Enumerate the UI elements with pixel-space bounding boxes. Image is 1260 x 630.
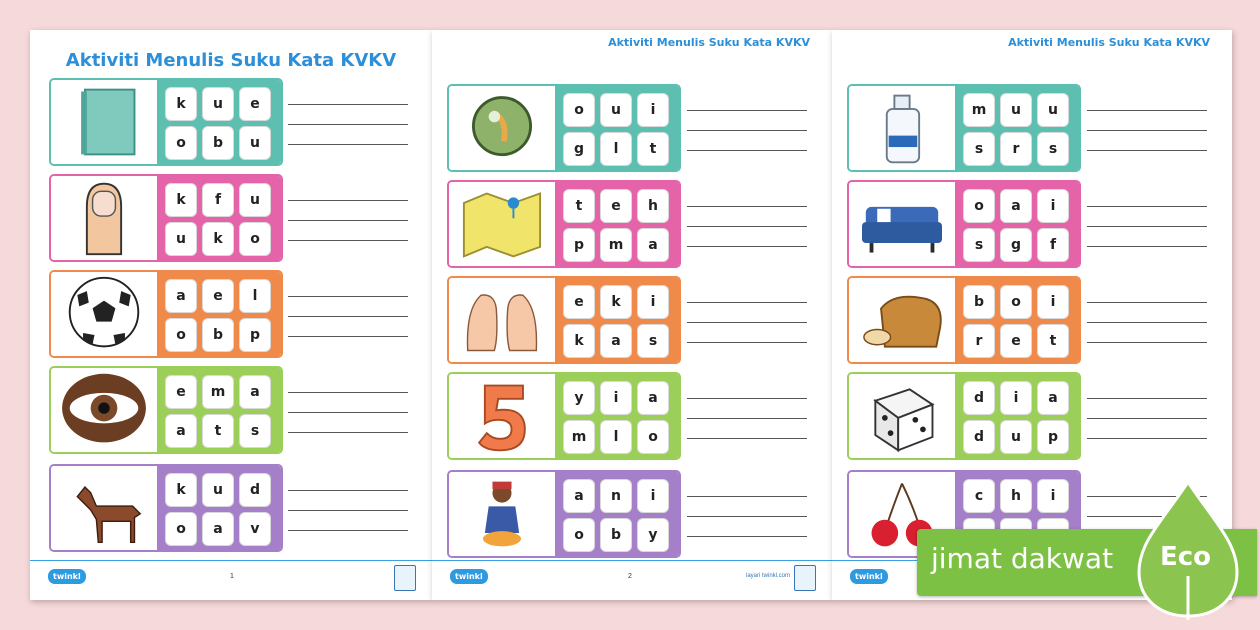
writing-line — [687, 516, 807, 517]
letter-tile: d — [963, 381, 995, 415]
writing-line — [288, 490, 408, 491]
thumb-icon — [56, 178, 152, 258]
letter-tile: i — [637, 285, 669, 319]
writing-line — [1087, 302, 1207, 303]
writing-line — [687, 302, 807, 303]
picture-box — [449, 182, 557, 266]
badge-icon — [794, 565, 816, 591]
writing-lines — [288, 104, 408, 164]
writing-lines — [288, 296, 408, 356]
worksheet-title: Aktiviti Menulis Suku Kata KVKV — [608, 36, 810, 49]
writing-line — [1087, 206, 1207, 207]
writing-line — [1087, 150, 1207, 151]
letter-tile: b — [600, 518, 632, 552]
letter-tile: e — [1000, 324, 1032, 358]
writing-line — [1087, 342, 1207, 343]
writing-lines — [288, 392, 408, 452]
letter-tile: e — [563, 285, 595, 319]
writing-lines — [1087, 398, 1207, 458]
writing-line — [288, 200, 408, 201]
writing-lines — [1087, 206, 1207, 266]
letter-tile: h — [1000, 479, 1032, 513]
letter-grid — [557, 86, 679, 170]
exercise-row — [447, 180, 681, 268]
horse-icon — [56, 468, 152, 548]
exercise-row — [447, 372, 681, 460]
page-footer — [432, 560, 832, 600]
exercise-row — [847, 84, 1081, 172]
letter-tile: u — [202, 87, 234, 121]
letter-tile: o — [239, 222, 271, 256]
writing-line — [1087, 398, 1207, 399]
bread-icon — [854, 280, 950, 360]
picture-box — [51, 272, 159, 356]
letter-tile: o — [165, 126, 197, 160]
letter-tile: y — [563, 381, 595, 415]
letter-grid — [957, 374, 1079, 458]
picture-box — [51, 176, 159, 260]
picture-box — [849, 278, 957, 362]
letter-tile: u — [202, 473, 234, 507]
writing-lines — [687, 302, 807, 362]
writing-line — [1087, 246, 1207, 247]
letter-tile: m — [563, 420, 595, 454]
writing-line — [1087, 438, 1207, 439]
letter-grid — [957, 182, 1079, 266]
football-icon — [56, 274, 152, 354]
letter-tile: a — [637, 381, 669, 415]
picture-box — [449, 472, 557, 556]
dice-icon — [854, 376, 950, 456]
writing-line — [288, 316, 408, 317]
exercise-row — [447, 276, 681, 364]
writing-line — [288, 432, 408, 433]
letter-tile: u — [1000, 420, 1032, 454]
letter-tile: m — [600, 228, 632, 262]
writing-line — [288, 530, 408, 531]
letter-tile: e — [239, 87, 271, 121]
writing-line — [687, 150, 807, 151]
letter-tile: a — [202, 512, 234, 546]
writing-line — [288, 124, 408, 125]
writing-line — [687, 342, 807, 343]
letter-tile: p — [239, 318, 271, 352]
letter-tile: p — [1037, 420, 1069, 454]
twinkl-logo: twinkl — [450, 569, 488, 584]
writing-line — [687, 322, 807, 323]
letter-tile: u — [1000, 93, 1032, 127]
writing-lines — [1087, 302, 1207, 362]
map-icon — [454, 184, 550, 264]
site-url: layari twinkl.com — [745, 573, 790, 579]
banner-text: jimat dakwat — [931, 542, 1114, 575]
writing-line — [687, 130, 807, 131]
book-icon — [56, 82, 152, 162]
page-number: 1 — [230, 573, 234, 580]
writing-lines — [1087, 110, 1207, 170]
letter-tile: i — [1037, 479, 1069, 513]
worksheet-page-2 — [432, 30, 832, 600]
doll-icon — [454, 474, 550, 554]
writing-line — [1087, 130, 1207, 131]
exercise-row — [447, 470, 681, 558]
letter-tile: s — [963, 132, 995, 166]
writing-line — [687, 206, 807, 207]
exercise-row — [847, 372, 1081, 460]
writing-line — [687, 536, 807, 537]
letter-tile: p — [563, 228, 595, 262]
letter-tile: t — [1037, 324, 1069, 358]
letter-tile: e — [600, 189, 632, 223]
picture-box — [849, 86, 957, 170]
letter-grid — [159, 272, 281, 356]
letter-grid — [557, 374, 679, 458]
writing-line — [288, 510, 408, 511]
letter-tile: l — [600, 420, 632, 454]
writing-line — [288, 104, 408, 105]
letter-tile: s — [637, 324, 669, 358]
letter-tile: k — [165, 473, 197, 507]
letter-grid — [957, 278, 1079, 362]
writing-line — [288, 336, 408, 337]
exercise-row — [49, 366, 283, 454]
letter-tile: r — [1000, 132, 1032, 166]
writing-line — [1087, 322, 1207, 323]
letter-tile: i — [637, 93, 669, 127]
letter-tile: o — [963, 189, 995, 223]
letter-tile: b — [202, 126, 234, 160]
exercise-row — [49, 270, 283, 358]
letter-tile: f — [202, 183, 234, 217]
writing-line — [288, 296, 408, 297]
letter-tile: n — [600, 479, 632, 513]
exercise-row — [847, 276, 1081, 364]
letter-tile: c — [963, 479, 995, 513]
writing-lines — [687, 496, 807, 556]
writing-line — [687, 496, 807, 497]
letter-tile: t — [202, 414, 234, 448]
writing-line — [288, 220, 408, 221]
letter-tile: g — [563, 132, 595, 166]
letter-grid — [557, 182, 679, 266]
letter-tile: m — [202, 375, 234, 409]
letter-tile: r — [963, 324, 995, 358]
twinkl-logo: twinkl — [850, 569, 888, 584]
letter-tile: f — [1037, 228, 1069, 262]
writing-lines — [687, 206, 807, 266]
letter-tile: v — [239, 512, 271, 546]
sofa-icon — [854, 184, 950, 264]
twinkl-logo: twinkl — [48, 569, 86, 584]
letter-tile: u — [239, 183, 271, 217]
worksheet-title: Aktiviti Menulis Suku Kata KVKV — [1008, 36, 1210, 49]
writing-line — [687, 110, 807, 111]
letter-tile: e — [202, 279, 234, 313]
letter-tile: l — [600, 132, 632, 166]
letter-tile: m — [963, 93, 995, 127]
letter-tile: a — [165, 279, 197, 313]
letter-tile: e — [165, 375, 197, 409]
writing-line — [288, 144, 408, 145]
number-five-icon — [454, 376, 550, 456]
exercise-row — [49, 174, 283, 262]
letter-tile: u — [1037, 93, 1069, 127]
letter-tile: g — [1000, 228, 1032, 262]
letter-tile: i — [637, 479, 669, 513]
letter-tile: u — [239, 126, 271, 160]
letter-grid — [159, 80, 281, 164]
letter-grid — [557, 472, 679, 556]
writing-line — [1087, 226, 1207, 227]
letter-grid — [159, 176, 281, 260]
writing-line — [687, 398, 807, 399]
picture-box — [849, 182, 957, 266]
letter-tile: a — [600, 324, 632, 358]
feet-icon — [454, 280, 550, 360]
letter-tile: y — [637, 518, 669, 552]
letter-tile: k — [600, 285, 632, 319]
letter-tile: o — [1000, 285, 1032, 319]
worksheet-page-1 — [30, 30, 432, 600]
letter-tile: a — [165, 414, 197, 448]
letter-tile: t — [637, 132, 669, 166]
writing-line — [687, 438, 807, 439]
writing-line — [687, 246, 807, 247]
letter-tile: o — [563, 518, 595, 552]
writing-line — [288, 392, 408, 393]
writing-line — [687, 418, 807, 419]
writing-lines — [687, 398, 807, 458]
writing-line — [1087, 110, 1207, 111]
letter-tile: o — [563, 93, 595, 127]
exercise-row — [447, 84, 681, 172]
letter-grid — [557, 278, 679, 362]
picture-box — [449, 278, 557, 362]
letter-tile: b — [963, 285, 995, 319]
writing-lines — [687, 110, 807, 170]
letter-tile: s — [963, 228, 995, 262]
milk-icon — [854, 88, 950, 168]
letter-tile: k — [202, 222, 234, 256]
letter-tile: a — [1037, 381, 1069, 415]
letter-tile: a — [1000, 189, 1032, 223]
letter-tile: k — [165, 87, 197, 121]
page-number: 2 — [628, 573, 632, 580]
letter-tile: u — [600, 93, 632, 127]
letter-tile: k — [165, 183, 197, 217]
letter-tile: o — [637, 420, 669, 454]
letter-tile: b — [202, 318, 234, 352]
letter-tile: s — [239, 414, 271, 448]
picture-box — [449, 86, 557, 170]
letter-tile: d — [963, 420, 995, 454]
letter-tile: o — [165, 512, 197, 546]
worksheet-title: Aktiviti Menulis Suku Kata KVKV — [65, 50, 397, 71]
writing-lines — [288, 490, 408, 550]
picture-box — [51, 368, 159, 452]
eco-label: Eco — [1160, 542, 1212, 572]
letter-tile: d — [239, 473, 271, 507]
letter-tile: k — [563, 324, 595, 358]
letter-tile: i — [1037, 285, 1069, 319]
letter-tile: i — [1000, 381, 1032, 415]
letter-tile: a — [563, 479, 595, 513]
letter-tile: i — [1037, 189, 1069, 223]
exercise-row — [49, 78, 283, 166]
picture-box — [51, 80, 159, 164]
page-footer — [30, 560, 432, 600]
badge-icon — [394, 565, 416, 591]
marble-icon — [454, 88, 550, 168]
letter-tile: i — [600, 381, 632, 415]
picture-box — [849, 374, 957, 458]
writing-line — [288, 412, 408, 413]
letter-tile: l — [239, 279, 271, 313]
letter-tile: a — [239, 375, 271, 409]
letter-grid — [159, 368, 281, 452]
writing-line — [288, 240, 408, 241]
picture-box — [51, 466, 159, 550]
letter-tile: a — [637, 228, 669, 262]
letter-tile: u — [165, 222, 197, 256]
picture-box — [449, 374, 557, 458]
letter-tile: t — [563, 189, 595, 223]
letter-tile: h — [637, 189, 669, 223]
letter-tile: s — [1037, 132, 1069, 166]
writing-line — [1087, 418, 1207, 419]
letter-grid — [159, 466, 281, 550]
letter-grid — [957, 86, 1079, 170]
eye-icon — [56, 370, 152, 450]
exercise-row — [49, 464, 283, 552]
exercise-row — [847, 180, 1081, 268]
letter-tile: o — [165, 318, 197, 352]
writing-lines — [288, 200, 408, 260]
writing-line — [687, 226, 807, 227]
